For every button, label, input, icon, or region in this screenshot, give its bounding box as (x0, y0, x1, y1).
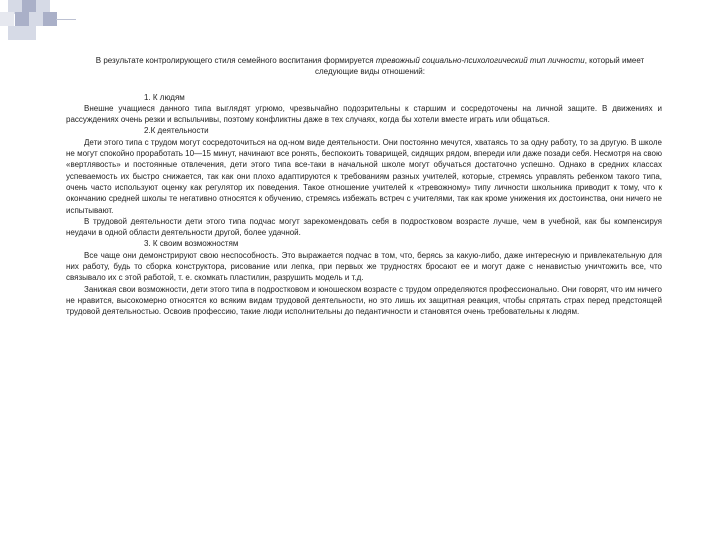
paragraph: Дети этого типа с трудом могут сосредоточиться на од-ном виде деятельности. Они постоянно мечутся, хватаясь то за одну работу, то за другую. В школе не могут спокойно проработать 10—15 минут, начинают все ронять, беспокоить товарищей, сидящих рядом, впереди или даже позади себя. Несмотря на свою «вертлявость» и постоянные отвлечения, дети этого типа все-таки в начальной школе могут обучаться достаточно успешно. Однако в средних классах успеваемость их быстро снижается, так как они плохо адаптируются к требованиям разных учителей, которые, стремясь управлять ребенком такого типа, очень часто используют оценку как регулятор их поведения. Такое отношение учителей к «тревожному» типу личности школьника приводит к тому, что к окончанию средней школы те негативно относятся к обучению, стремясь избежать встреч с учителями, так как кроме унижения их достоинства, они ничего не испытывают. (66, 137, 662, 215)
deco-line (56, 19, 76, 20)
paragraph: В трудовой деятельности дети этого типа подчас могут зарекомендовать себя в подростковом возрасте лучше, чем в учебной, как бы компенсируя неудачи в одной области деятельности другой, более удачной. (66, 216, 662, 238)
paragraph: Занижая свои возможности, дети этого типа в подростковом и юношеском возрасте с трудом определяются профессионально. Они говорят, что им ничего не нравится, высокомерно относятся ко всяким видам трудовой деятельности, но это лишь их защитная реакция, чтобы спрятать страх перед предстоящей трудовой деятельностью. Освоив профессию, такие люди исполнительны до педантичности и становятся очень требовательны к людям. (66, 284, 662, 317)
deco-square (22, 26, 36, 40)
decorative-squares (0, 0, 200, 50)
paragraph: Внешне учащиеся данного типа выглядят угрюмо, чрезвычайно подозрительны к старшим и сосредоточены на личной защите. В движениях и рассуждениях очень резки и вспыльчивы, поэтому конфликтны даже в тех случаях, когда бы хотели вместе играть или общаться. (66, 103, 662, 125)
section-heading-people: 1. К людям (144, 92, 185, 102)
deco-square (29, 12, 43, 26)
deco-square (0, 12, 14, 26)
deco-square (43, 12, 57, 26)
intro-text-end: , который имеет следующие виды отношений: (315, 56, 645, 77)
section-heading-abilities: 3. К своим возможностям (144, 239, 239, 249)
intro-text: В результате контролирующего стиля семейного воспитания формируется (95, 56, 376, 65)
document-body (66, 55, 662, 318)
section-heading-activity: 2.К деятельности (144, 126, 209, 136)
deco-square (15, 12, 29, 26)
paragraph: Все чаще они демонстрируют свою неспособность. Это выражается подчас в том, что, берясь за какую-либо, даже интересную и привлекательную для них работу, будь то сборка конструктора, рисование или лепка, при первых же трудностях бросают ее и могут даже с ненавистью уничтожить все, что связывало их с этой работой, т. е. скомкать пластилин, разрушить модель и т.д. (66, 250, 662, 283)
intro-paragraph (66, 55, 662, 78)
intro-emphasis: тревожный социально-психологический тип личности (375, 56, 585, 65)
deco-square (8, 26, 22, 40)
